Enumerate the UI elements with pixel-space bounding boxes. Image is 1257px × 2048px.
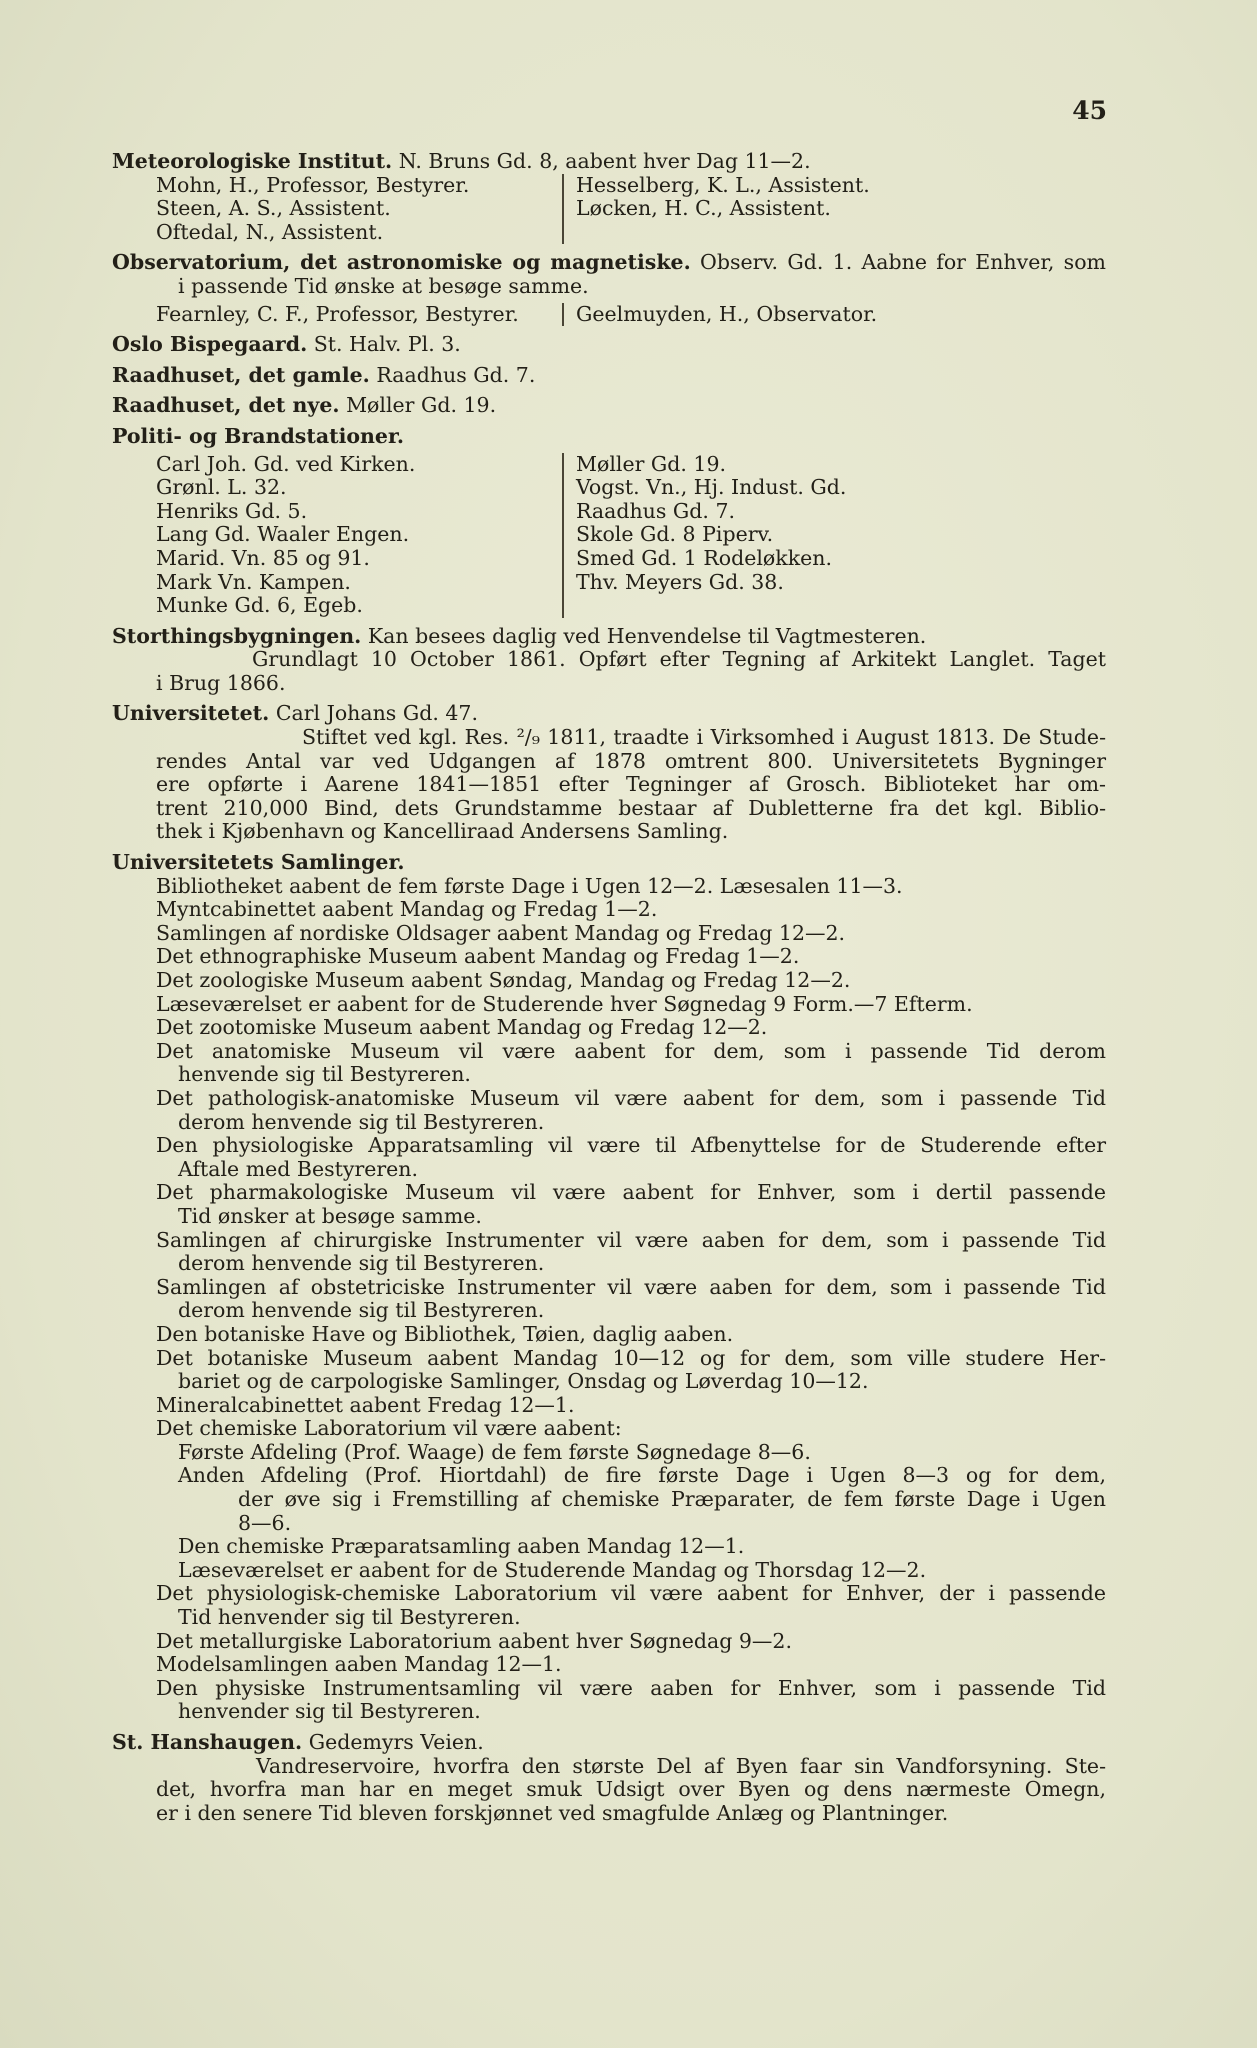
samling-line: Læseværelset er aabent for de Studerende Mandag og Thorsdag 12—2. bbox=[178, 1557, 927, 1582]
samling-line: Den botaniske Have og Bibliothek, Tøien, daglig aaben. bbox=[156, 1321, 734, 1346]
entry-info: Gedemyrs Veien. bbox=[308, 1730, 484, 1754]
page-number: 45 bbox=[1072, 96, 1107, 125]
entry-text-line: er i den senere Tid bleven forskjønnet ved smagfulde Anlæg og Plantninger. bbox=[156, 1800, 949, 1825]
entry-meteorologiske bbox=[112, 150, 1106, 244]
samling-line: Det botaniske Museum aabent Mandag 10—12 og for dem, som ville studere Her- bbox=[156, 1345, 1106, 1370]
samling-line: derom henvende sig til Bestyreren. bbox=[178, 1251, 545, 1276]
entry-info: Kan besees daglig ved Henvendelse til Vagtmesteren. bbox=[367, 623, 927, 648]
samling-line: Myntcabinettet aabent Mandag og Fredag 1—2. bbox=[156, 897, 658, 922]
station-line: Carl Joh. Gd. ved Kirken. bbox=[156, 451, 416, 476]
station-line: Thv. Meyers Gd. 38. bbox=[576, 569, 784, 594]
entry-text-line: Vandreservoire, hvorfra den største Del af Byen faar sin Vandforsyning. Ste- bbox=[256, 1753, 1106, 1778]
entry-heading bbox=[112, 150, 1106, 174]
stations-left bbox=[112, 453, 562, 618]
staff-line: Mohn, H., Professor, Bestyrer. bbox=[156, 172, 470, 197]
station-line: Skole Gd. 8 Piperv. bbox=[576, 522, 774, 547]
samling-line: henvender sig til Bestyreren. bbox=[178, 1699, 481, 1724]
samling-line: 8—6. bbox=[238, 1510, 292, 1535]
entry-storthing bbox=[112, 625, 1106, 696]
samling-line: Det ethnographiske Museum aabent Mandag og Fredag 1—2. bbox=[156, 944, 800, 969]
staff-columns bbox=[112, 303, 1106, 327]
samlinger-list bbox=[112, 875, 1106, 1724]
samling-line: Samlingen af chirurgiske Instrumenter vil være aaben for dem, som i passende Tid bbox=[156, 1227, 1106, 1252]
entry-text-line: trent 210,000 Bind, dets Grundstamme bestaar af Dubletterne fra det kgl. Biblio- bbox=[156, 795, 1106, 820]
samling-line: Mineralcabinettet aabent Fredag 12—1. bbox=[156, 1392, 575, 1417]
samling-line: derom henvende sig til Bestyreren. bbox=[178, 1298, 545, 1323]
samling-line: Det zootomiske Museum aabent Mandag og Fredag 12—2. bbox=[156, 1015, 768, 1040]
station-line: Vogst. Vn., Hj. Indust. Gd. bbox=[576, 475, 847, 500]
samling-line: Aftale med Bestyreren. bbox=[178, 1156, 419, 1181]
entry-title: Politi- og Brandstationer. bbox=[112, 423, 405, 448]
entry-title: Meteorologiske Institut. bbox=[112, 149, 393, 173]
station-line: Henriks Gd. 5. bbox=[156, 498, 308, 523]
entry-info: Raadhus Gd. 7. bbox=[376, 362, 536, 387]
entry-observatorium bbox=[112, 251, 1106, 326]
entry-title: Observatorium, det astronomiske og magnetiske. bbox=[112, 250, 691, 275]
samling-line: Det anatomiske Museum vil være aabent for dem, som i passende Tid derom bbox=[156, 1038, 1106, 1063]
samling-line: Det metallurgiske Laboratorium aabent hver Søgnedag 9—2. bbox=[156, 1628, 792, 1653]
station-columns bbox=[112, 453, 1106, 618]
staff-left bbox=[112, 303, 562, 327]
entry-raadhuset-nye bbox=[112, 394, 1106, 418]
samling-line: Det pharmakologiske Museum vil være aabent for Enhver, som i dertil passende bbox=[156, 1180, 1106, 1205]
entry-text-line: thek i Kjøbenhavn og Kancelliraad Andersens Samling. bbox=[156, 819, 729, 844]
directory-content bbox=[112, 150, 1106, 1832]
staff-right bbox=[562, 303, 877, 327]
entry-title: St. Hanshaugen. bbox=[112, 1730, 303, 1754]
entry-heading bbox=[112, 625, 1106, 649]
samling-line: Tid ønsker at besøge samme. bbox=[178, 1203, 482, 1228]
entry-info: Møller Gd. 19. bbox=[346, 393, 497, 418]
samling-line: der øve sig i Fremstilling af chemiske Præparater, de fem første Dage i Ugen bbox=[238, 1487, 1106, 1512]
samling-line: Samlingen af obstetriciske Instrumenter vil være aaben for dem, som i passende Tid bbox=[156, 1274, 1106, 1299]
samling-line: Læseværelset er aabent for de Studerende hver Søgnedag 9 Form.—7 Efterm. bbox=[156, 991, 973, 1016]
entry-heading bbox=[112, 251, 1106, 275]
staff-line: Steen, A. S., Assistent. bbox=[156, 196, 391, 221]
samling-line: Det chemiske Laboratorium vil være aabent: bbox=[156, 1416, 622, 1441]
samling-line: Den chemiske Præparatsamling aaben Mandag 12—1. bbox=[178, 1534, 745, 1559]
staff-right bbox=[562, 174, 870, 245]
entry-info: N. Bruns Gd. 8, aabent hver Dag 11—2. bbox=[398, 149, 811, 173]
entry-info: St. Halv. Pl. 3. bbox=[313, 332, 461, 357]
entry-info: Carl Johans Gd. 47. bbox=[275, 701, 478, 726]
entry-heading bbox=[112, 1731, 1106, 1755]
samling-line: Første Afdeling (Prof. Waage) de fem første Søgnedage 8—6. bbox=[178, 1439, 811, 1464]
entry-title: Oslo Bispegaard. bbox=[112, 332, 308, 357]
entry-heading bbox=[112, 702, 1106, 726]
entry-title: Universitetets Samlinger. bbox=[112, 850, 405, 875]
station-line: Raadhus Gd. 7. bbox=[576, 498, 736, 523]
samling-line: Modelsamlingen aaben Mandag 12—1. bbox=[156, 1652, 562, 1677]
entry-politi bbox=[112, 425, 1106, 618]
station-line: Mark Vn. Kampen. bbox=[156, 569, 351, 594]
entry-oslo-bispegaard bbox=[112, 333, 1106, 357]
station-line: Grønl. L. 32. bbox=[156, 475, 287, 500]
samling-line: Bibliotheket aabent de fem første Dage i Ugen 12—2. Læsesalen 11—3. bbox=[156, 873, 903, 898]
entry-samlinger bbox=[112, 851, 1106, 1724]
samling-line: Samlingen af nordiske Oldsager aabent Mandag og Fredag 12—2. bbox=[156, 920, 846, 945]
entry-hanshaugen bbox=[112, 1731, 1106, 1825]
staff-line: Geelmuyden, H., Observator. bbox=[576, 301, 878, 326]
entry-title: Raadhuset, det gamle. bbox=[112, 362, 370, 387]
samling-line: Det zoologiske Museum aabent Søndag, Mandag og Fredag 12—2. bbox=[156, 968, 851, 992]
entry-raadhuset-gamle bbox=[112, 364, 1106, 388]
samling-line: Den physiske Instrumentsamling vil være aaben for Enhver, som i passende Tid bbox=[156, 1675, 1106, 1700]
entry-info: Observ. Gd. 1. Aabne for Enhver, som bbox=[700, 250, 1106, 275]
entry-text-line: rendes Antal var ved Udgangen af 1878 omtrent 800. Universitetets Bygninger bbox=[156, 748, 1106, 773]
samling-line: Anden Afdeling (Prof. Hiortdahl) de fire første Dage i Ugen 8—3 og for dem, bbox=[178, 1463, 1106, 1488]
staff-left bbox=[112, 174, 562, 245]
entry-text-line: ere opførte i Aarene 1841—1851 efter Tegninger af Grosch. Biblioteket har om- bbox=[156, 772, 1106, 797]
station-line: Smed Gd. 1 Rodeløkken. bbox=[576, 545, 832, 570]
station-line: Lang Gd. Waaler Engen. bbox=[156, 522, 410, 547]
samling-line: henvende sig til Bestyreren. bbox=[178, 1062, 471, 1087]
samling-line: Tid henvender sig til Bestyreren. bbox=[178, 1605, 521, 1630]
samling-line: derom henvende sig til Bestyreren. bbox=[178, 1109, 545, 1134]
samling-line: Det physiologisk-chemiske Laboratorium vil være aabent for Enhver, der i passende bbox=[156, 1581, 1106, 1606]
staff-line: Oftedal, N., Assistent. bbox=[156, 219, 384, 244]
entry-universitetet bbox=[112, 702, 1106, 844]
entry-text-line: Grundlagt 10 October 1861. Opført efter Tegning af Arkitekt Langlet. Taget bbox=[252, 647, 1106, 672]
staff-columns bbox=[112, 174, 1106, 245]
staff-line: Hesselberg, K. L., Assistent. bbox=[576, 172, 870, 197]
entry-title: Universitetet. bbox=[112, 701, 270, 726]
samling-line: Den physiologiske Apparatsamling vil være til Afbenyttelse for de Studerende efter bbox=[156, 1133, 1106, 1158]
samling-line: Det pathologisk-anatomiske Museum vil være aabent for dem, som i passende Tid bbox=[156, 1085, 1106, 1110]
entry-title: Storthingsbygningen. bbox=[112, 623, 362, 648]
station-line: Møller Gd. 19. bbox=[576, 451, 727, 476]
entry-title: Raadhuset, det nye. bbox=[112, 393, 340, 418]
entry-info-cont: i passende Tid ønske at besøge samme. bbox=[178, 273, 589, 298]
stations-right bbox=[562, 453, 846, 618]
staff-line: Løcken, H. C., Assistent. bbox=[576, 196, 831, 221]
entry-text-line: Stiftet ved kgl. Res. ²/₉ 1811, traadte i Virksomhed i August 1813. De Stude- bbox=[302, 725, 1106, 750]
samling-line: bariet og de carpologiske Samlinger, Onsdag og Løverdag 10—12. bbox=[178, 1369, 869, 1394]
station-line: Munke Gd. 6, Egeb. bbox=[156, 593, 363, 618]
staff-line: Fearnley, C. F., Professor, Bestyrer. bbox=[156, 301, 519, 326]
station-line: Marid. Vn. 85 og 91. bbox=[156, 545, 370, 570]
entry-text-line: i Brug 1866. bbox=[156, 670, 286, 695]
entry-text-line: det, hvorfra man har en meget smuk Udsigt over Byen og dens nærmeste Omegn, bbox=[156, 1777, 1106, 1802]
